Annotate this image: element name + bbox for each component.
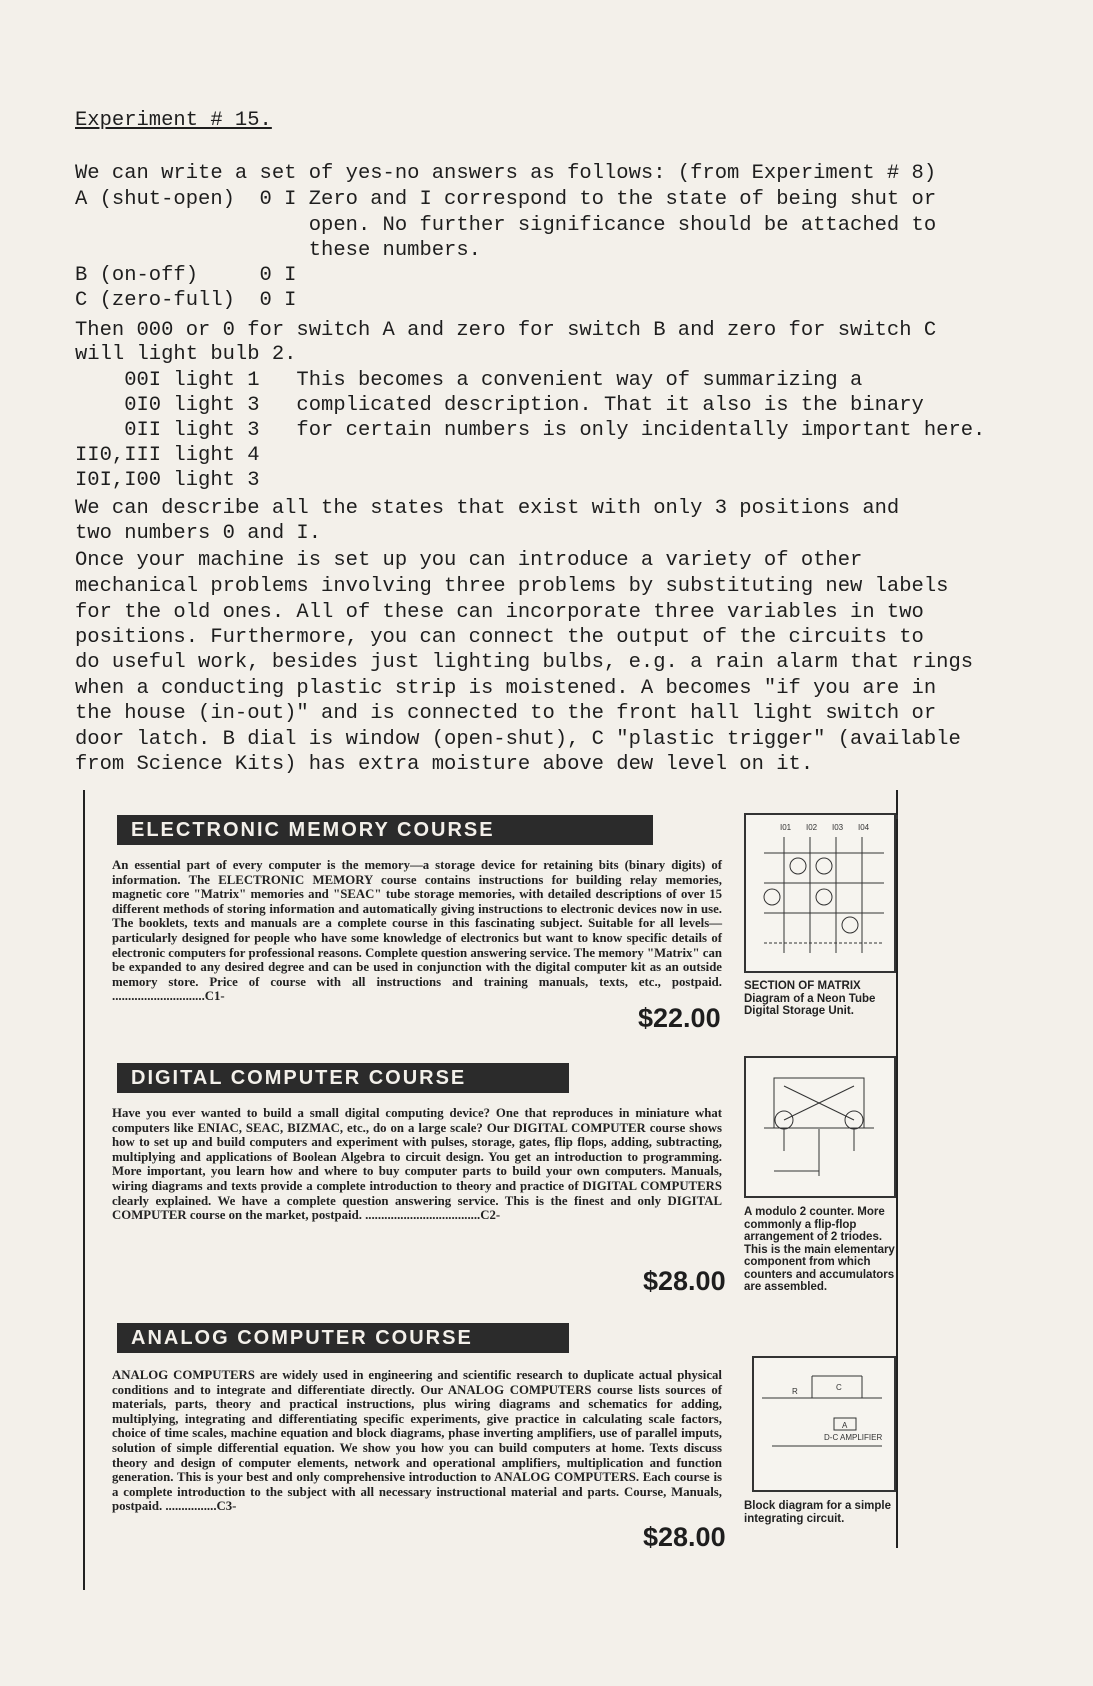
text-line: two numbers 0 and I. [75,522,322,545]
figure-label: I03 [832,823,844,832]
course-price: $22.00 [638,1003,721,1033]
text-line: from Science Kits) has extra moisture above dew level on it. [75,753,814,776]
text-line: C (zero-full) 0 I [75,289,297,312]
text-line: B (on-off) 0 I [75,264,297,287]
text-line: Then 000 or 0 for switch A and zero for switch B and zero for switch C [75,319,937,342]
ad-left-rule [83,790,85,1590]
text-line: 0II light 3 for certain numbers is only incidentally important here. [75,419,986,442]
text-line: 0I0 light 3 complicated description. That it also is the binary [75,394,924,417]
figure-label: I04 [858,823,870,832]
course-description: Have you ever wanted to build a small digital computing device? One that reproduces in miniature what computers like ENIAC, SEAC, BIZMAC, etc., do on a large scale? Our DIGITAL COMPUTER course shows how to set up and build computers and experiment with pulses, storage, gates, flip flops, adding, subtracting, multiplying and applications of Boolean Algebra to circuit design. You get an introduction to programming. More important, you learn how and where to buy computer parts to build your own computers. Manuals, wiring diagrams and texts provide a complete introduction to theory and practice of DIGITAL COMPUTERS clearly explained. We have a complete question answering service. This is the finest and only DIGITAL COMPUTER course on the market, postpaid. ....................................C2- [112,1106,722,1223]
figure-caption: A modulo 2 counter. More commonly a flip-flop arrangement of 2 triodes. This is the main elementary component from which counters and accumulators are assembled. [744,1206,895,1293]
figure-caption: Block diagram for a simple integrating circuit. [744,1500,891,1525]
figure-label: C [836,1383,842,1392]
text-line: We can write a set of yes-no answers as follows: (from Experiment # 8) [75,162,937,185]
course-price: $28.00 [643,1266,726,1296]
figure-label: D-C AMPLIFIER [824,1433,883,1442]
text-line: mechanical problems involving three problems by substituting new labels [75,575,949,598]
figure-label: I02 [806,823,818,832]
figure-label: I01 [780,823,792,832]
text-line: these numbers. [75,239,481,262]
text-line: II0,III light 4 [75,444,260,467]
figure-caption: SECTION OF MATRIX Diagram of a Neon Tube Digital Storage Unit. [744,980,876,1017]
figure-label: A [842,1421,848,1430]
text-line: door latch. B dial is window (open-shut), C "plastic trigger" (available [75,728,961,751]
text-line: the house (in-out)" and is connected to the front hall light switch or [75,702,937,725]
course-title: ELECTRONIC MEMORY COURSE [117,815,653,845]
text-line: will light bulb 2. [75,343,297,366]
text-line: I0I,I00 light 3 [75,469,260,492]
text-line: open. No further significance should be attached to [75,214,937,237]
text-line: do useful work, besides just lighting bulbs, e.g. a rain alarm that rings [75,651,974,674]
flip-flop-figure [744,1056,896,1198]
figure-label: R [792,1387,798,1396]
text-line: Once your machine is set up you can introduce a variety of other [75,549,863,572]
course-title: DIGITAL COMPUTER COURSE [117,1063,569,1093]
text-line: for the old ones. All of these can incorporate three variables in two [75,601,924,624]
course-description: An essential part of every computer is the memory—a storage device for retaining bits (binary digits) of information. The ELECTRONIC MEMORY course contains instructions for building relay memories, magnetic core "Matrix" memories and "SEAC" tube storage memories, with detailed descriptions of over 15 different methods of storing information and automatically giving instructions to electronic devices now in use. The booklets, texts and manuals are a complete course in this fascinating subject. Suitable for all levels—particularly designed for people who have some knowledge of electronics but want to know specific details of electronic computers for professional reasons. Complete question answering service. The memory "Matrix" can be expanded to any desired degree and can be used in conjunction with the digital computer kit as an outside memory store. Price of course with all instructions and training manuals, texts, etc., postpaid. .............................C1- [112,858,722,1004]
text-line: We can describe all the states that exist with only 3 positions and [75,497,900,520]
experiment-title: Experiment # 15. [75,109,272,132]
text-line: A (shut-open) 0 I Zero and I correspond to the state of being shut or [75,188,937,211]
integrator-figure [752,1356,896,1492]
course-description: ANALOG COMPUTERS are widely used in engineering and scientific research to duplicate actual physical conditions and to integrate and differentiate directly. Our ANALOG COMPUTERS course lists sources of materials, parts, theory and practical instructions, plus wiring diagrams and schematics for adding, multiplying, integrating and differentiating specific experiments, give practice in calculating scale factors, choice of time scales, machine equation and block diagrams, phase inverting amplifiers, use of parallel imputs, solution of simple differential equation. We show you how you can build computers at home. Texts discuss theory and design of computer elements, network and operational amplifiers, multiplication and function generation. This is your best and only comprehensive introduction to ANALOG COMPUTERS. Each course is a complete introduction to the subject with all necessary instructional material and parts. Course, Manuals, postpaid. ................C3- [112,1368,722,1514]
text-line: positions. Furthermore, you can connect the output of the circuits to [75,626,924,649]
course-title: ANALOG COMPUTER COURSE [117,1323,569,1353]
ad-right-rule [896,790,898,1548]
neon-matrix-figure [744,813,896,973]
course-price: $28.00 [643,1522,726,1552]
text-line: when a conducting plastic strip is moistened. A becomes "if you are in [75,677,937,700]
text-line: 00I light 1 This becomes a convenient way of summarizing a [75,369,863,392]
